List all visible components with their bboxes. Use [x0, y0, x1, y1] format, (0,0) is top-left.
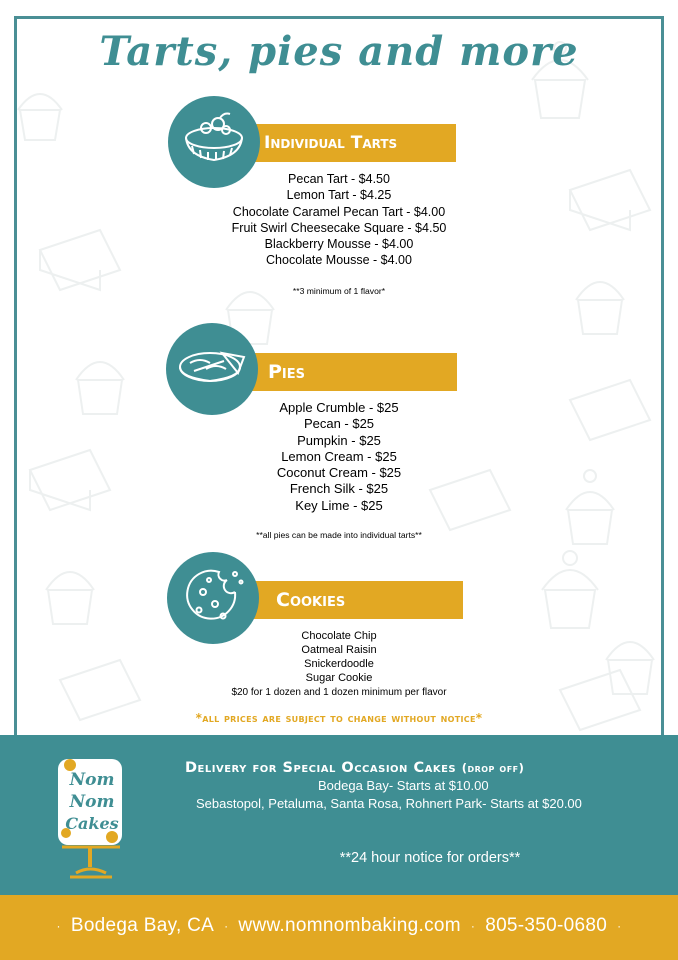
cookies-note: $20 for 1 dozen and 1 dozen minimum per flavor [231, 687, 447, 698]
price-notice: *all prices are subject to change without notice* [195, 711, 483, 725]
menu-item: Chocolate Mousse - $4.00 [266, 253, 412, 268]
menu-item: Key Lime - $25 [295, 497, 383, 513]
delivery-section [0, 735, 678, 895]
menu-item: Chocolate Chip [301, 630, 377, 642]
separator-dot: · [470, 918, 476, 933]
delivery-title-main: Delivery for Special Occasion Cakes [185, 760, 457, 776]
menu-item: Coconut Cream - $25 [276, 465, 402, 481]
delivery-line-sonoma: Sebastopol, Petaluma, Santa Rosa, Rohnert Park- Starts at $20.00 [196, 796, 582, 811]
menu-item: Fruit Swirl Cheesecake Square - $4.50 [231, 220, 447, 235]
cookies-heading: Cookies [276, 589, 346, 611]
logo-text-line: Cakes [65, 814, 119, 833]
menu-item: Pecan Tart - $4.50 [288, 172, 390, 186]
separator-dot: · [56, 918, 61, 933]
cookies-heading-banner [232, 581, 463, 619]
pies-menu-list [0, 400, 678, 514]
menu-item: Apple Crumble - $25 [279, 400, 399, 415]
delivery-line-bodega: Bodega Bay- Starts at $10.00 [318, 778, 489, 793]
footer-location: Bodega Bay, CA [70, 915, 215, 936]
delivery-title [185, 760, 524, 776]
menu-item: Pecan - $25 [303, 416, 375, 432]
tarts-note: **3 minimum of 1 flavor* [292, 286, 386, 296]
menu-item: Blackberry Mousse - $4.00 [264, 237, 414, 252]
pies-heading-banner [230, 353, 457, 391]
footer-bar [0, 895, 678, 960]
logo-text-line: Nom [69, 770, 115, 790]
menu-item: Sugar Cookie [305, 672, 373, 684]
pies-heading: Pies [268, 361, 306, 383]
delivery-notice: **24 hour notice for orders** [339, 850, 521, 866]
menu-item: Snickerdoodle [304, 658, 374, 670]
pies-note: **all pies can be made into individual tarts** [256, 530, 422, 540]
separator-dot: · [617, 918, 622, 933]
footer-contact-line [0, 915, 678, 937]
menu-item: Lemon Cream - $25 [281, 448, 397, 464]
menu-item: Chocolate Caramel Pecan Tart - $4.00 [232, 204, 446, 219]
tarts-menu-list [0, 171, 678, 269]
menu-item: Oatmeal Raisin [301, 644, 377, 656]
cookies-menu-list [0, 629, 678, 685]
page-title: Tarts, pies and more [99, 28, 579, 75]
tarts-heading-banner [230, 124, 456, 162]
logo-text-line: Nom [69, 792, 115, 812]
footer-phone[interactable]: 805-350-0680 [485, 915, 608, 936]
menu-item: Lemon Tart - $4.25 [286, 188, 392, 203]
separator-dot: · [224, 918, 229, 933]
menu-item: Pumpkin - $25 [297, 432, 381, 448]
footer-website-link[interactable]: www.nomnombaking.com [238, 915, 461, 936]
menu-item: French Silk - $25 [289, 481, 389, 497]
tarts-heading: Individual Tarts [264, 133, 398, 153]
delivery-title-sub: (drop off) [461, 761, 525, 775]
